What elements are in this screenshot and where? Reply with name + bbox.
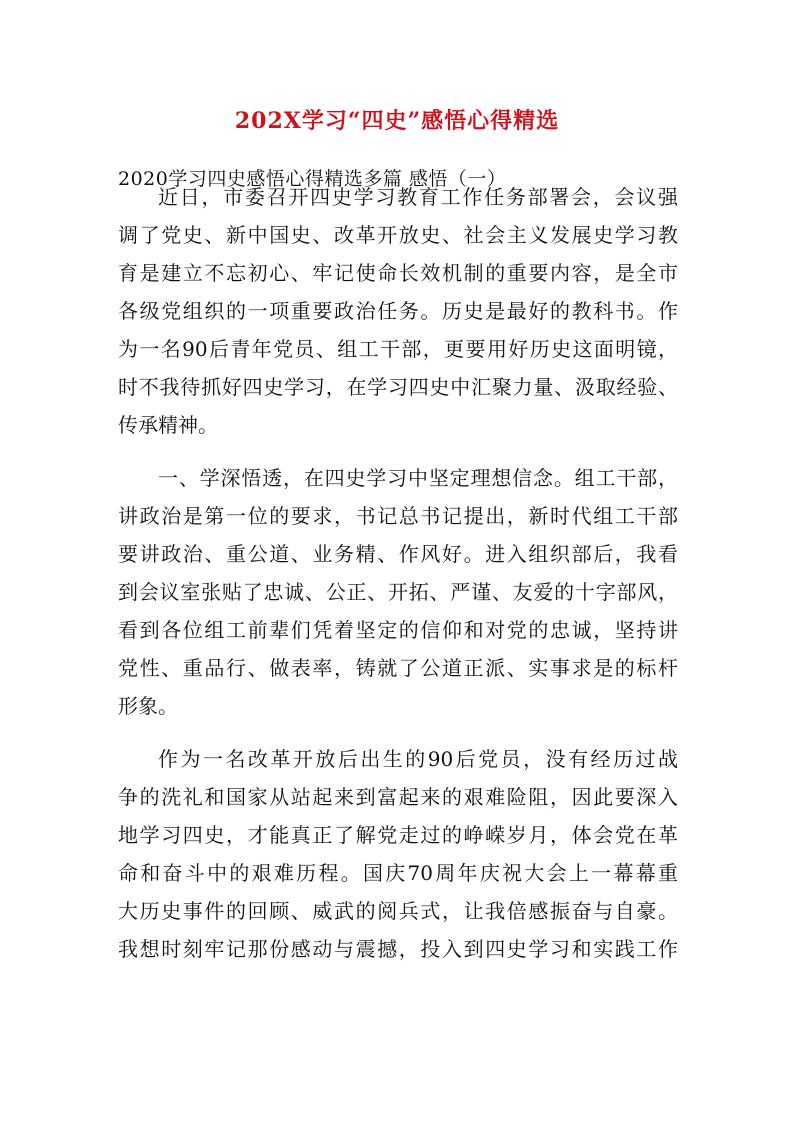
document-title: 202X学习“四史”感悟心得精选 <box>234 108 560 134</box>
body-line: 育是建立不忘初心、牢记使命长效机制的重要内容，是全市 <box>118 261 678 285</box>
body-line: 调了党史、新中国史、改革开放史、社会主义发展史学习教 <box>118 223 678 247</box>
body-line: 我想时刻牢记那份感动与震撼，投入到四史学习和实践工作 <box>118 937 678 961</box>
body-line: 近日，市委召开四史学习教育工作任务部署会，会议强 <box>158 185 678 209</box>
body-line: 大历史事件的回顾、威武的阅兵式，让我倍感振奋与自豪。 <box>118 899 678 923</box>
body-line: 命和奋斗中的艰难历程。国庆70周年庆祝大会上一幕幕重 <box>118 861 678 885</box>
body-line: 为一名90后青年党员、组工干部，更要用好历史这面明镜， <box>118 337 678 361</box>
body-line: 时不我待抓好四史学习，在学习四史中汇聚力量、汲取经验、 <box>118 375 678 399</box>
body-line: 到会议室张贴了忠诚、公正、开拓、严谨、友爱的十字部风， <box>118 580 678 604</box>
document-subtitle: 2020学习四史感悟心得精选多篇 感悟（一） <box>118 168 507 190</box>
body-line: 一、学深悟透，在四史学习中坚定理想信念。组工干部， <box>158 466 678 490</box>
body-line: 各级党组织的一项重要政治任务。历史是最好的教科书。作 <box>118 299 678 323</box>
body-line: 讲政治是第一位的要求，书记总书记提出，新时代组工干部 <box>118 504 678 528</box>
body-line: 看到各位组工前辈们凭着坚定的信仰和对党的忠诚，坚持讲 <box>118 618 678 642</box>
body-line: 党性、重品行、做表率，铸就了公道正派、实事求是的标杆 <box>118 656 678 680</box>
body-line: 要讲政治、重公道、业务精、作风好。进入组织部后，我看 <box>118 542 678 566</box>
body-line: 争的洗礼和国家从站起来到富起来的艰难险阻，因此要深入 <box>118 785 678 809</box>
body-line: 形象。 <box>118 694 178 718</box>
body-line: 地学习四史，才能真正了解党走过的峥嵘岁月，体会党在革 <box>118 823 678 847</box>
body-line: 传承精神。 <box>118 413 218 437</box>
body-line: 作为一名改革开放后出生的90后党员，没有经历过战 <box>158 747 678 771</box>
